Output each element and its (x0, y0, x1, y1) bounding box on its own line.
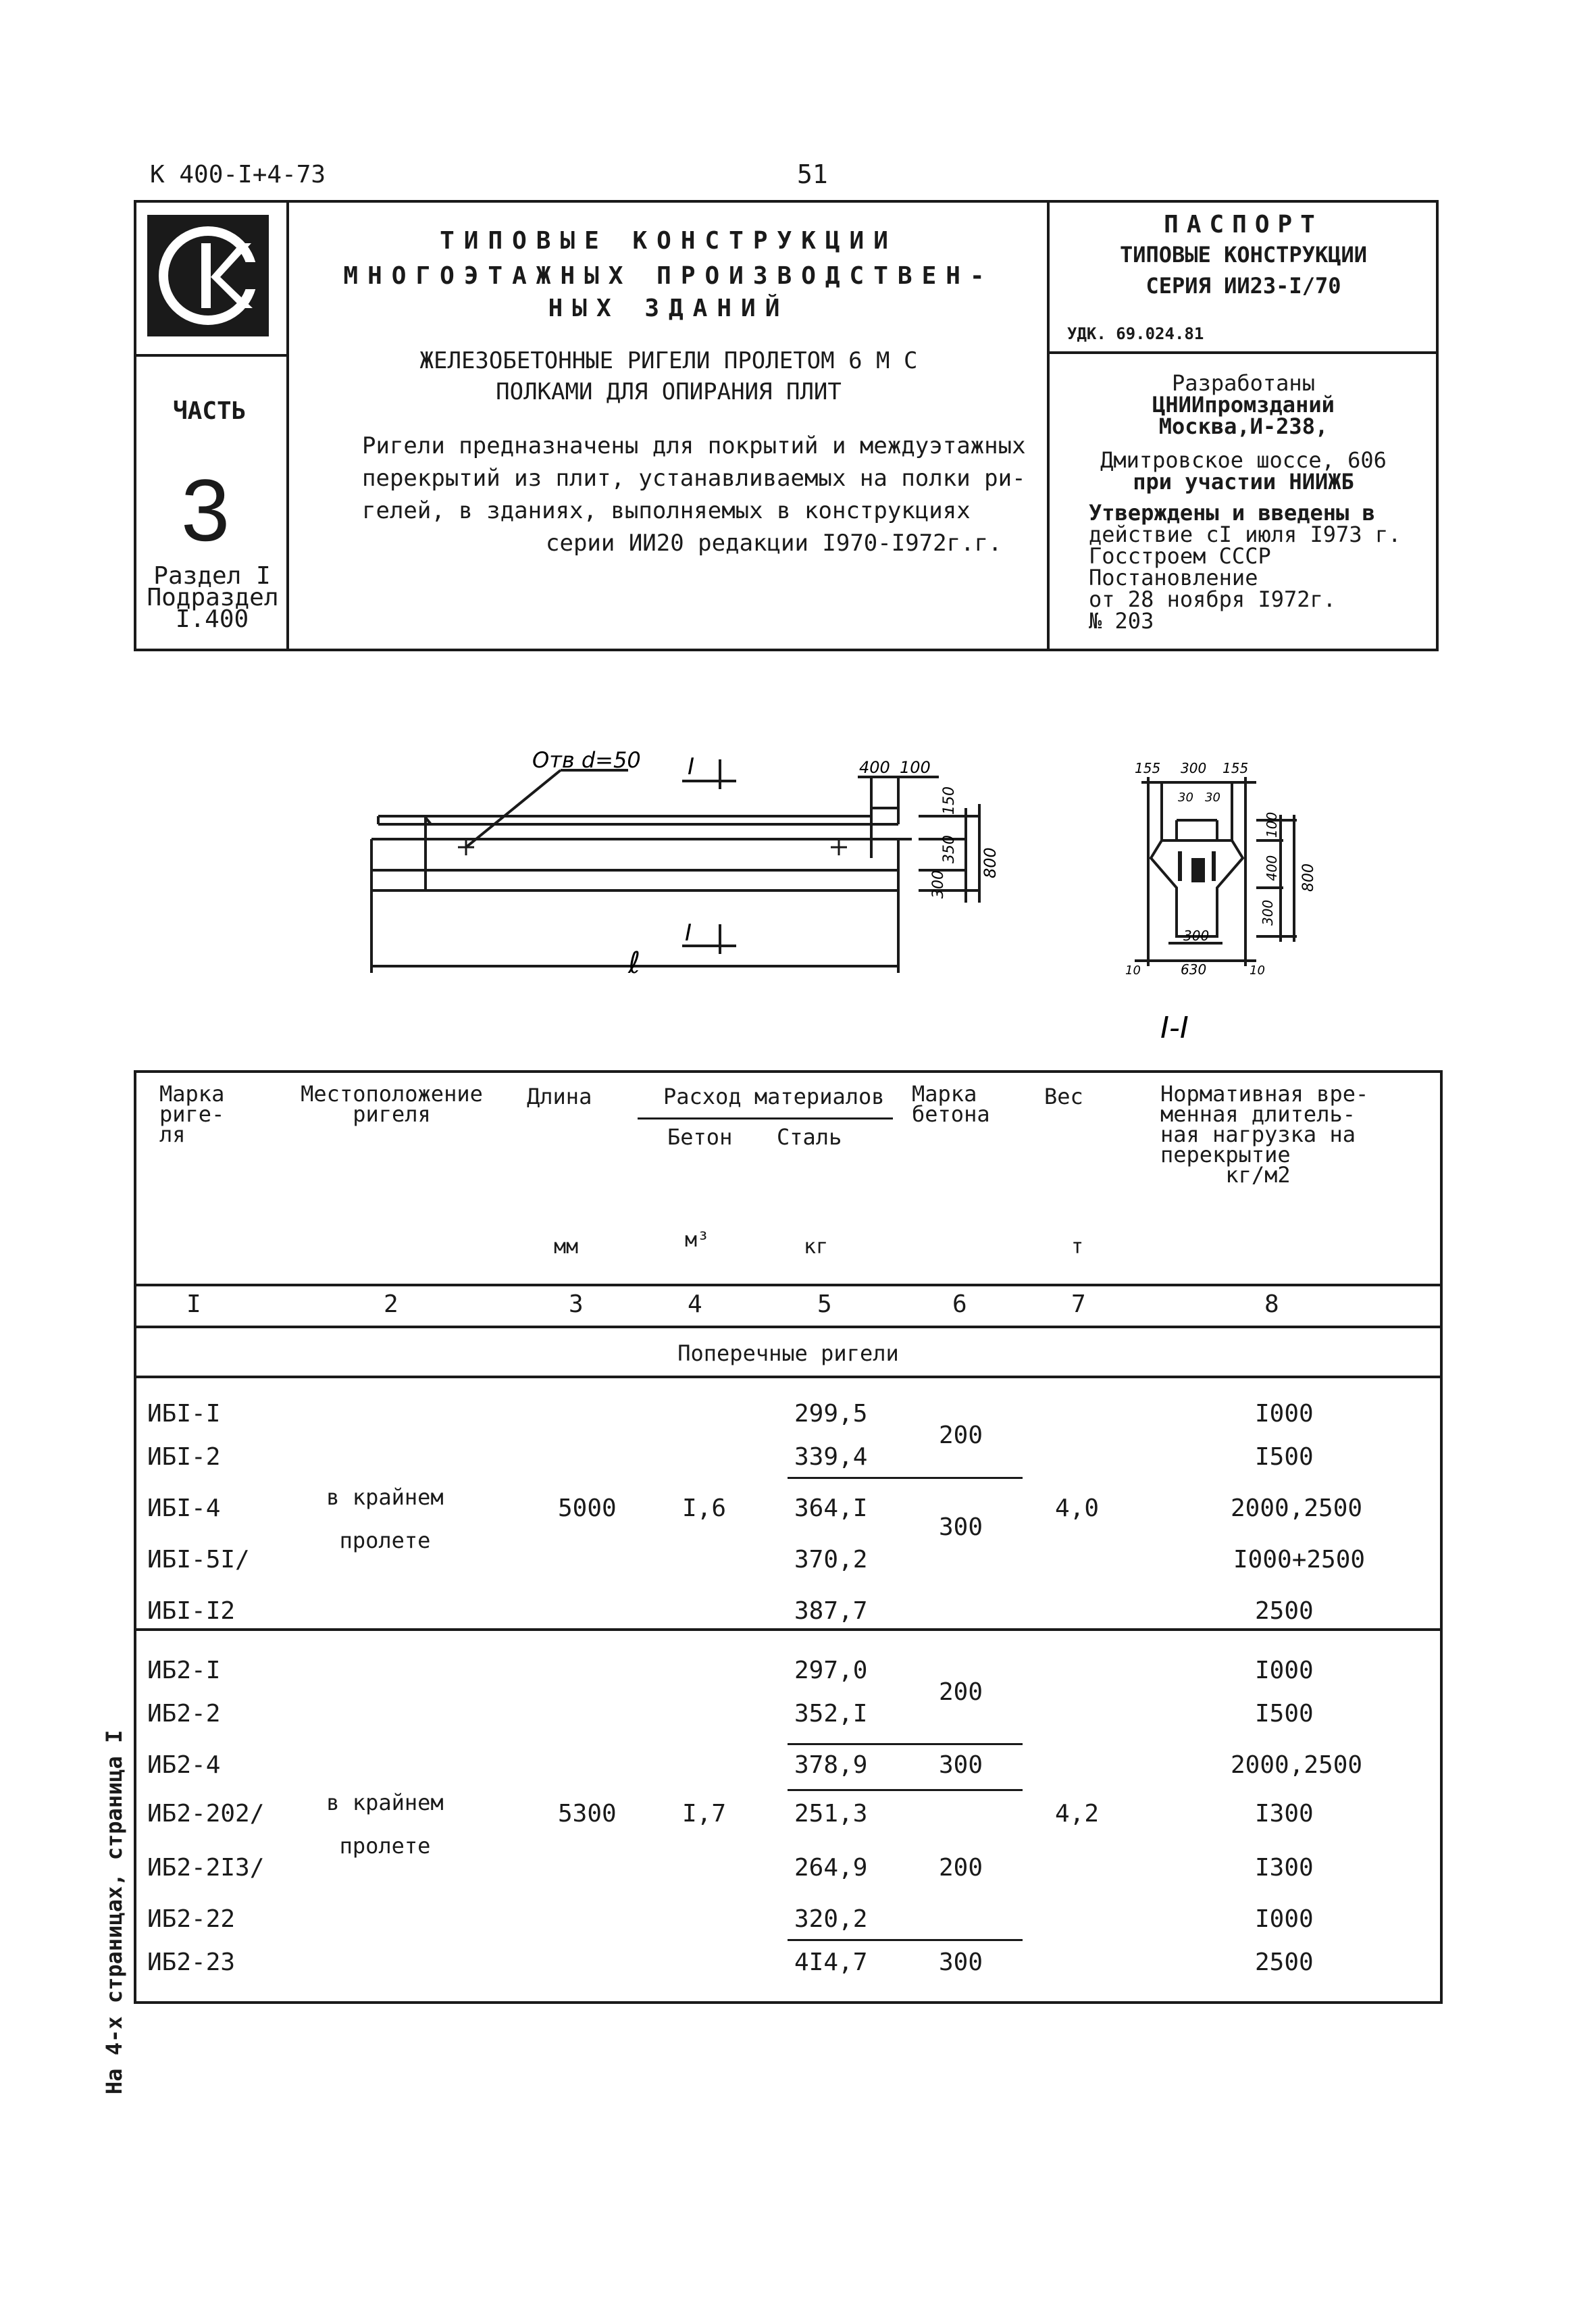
col-number: 5 (817, 1290, 832, 1318)
approval-line: № 203 (1089, 608, 1154, 634)
developer-line: Москва,И-238, (1158, 413, 1329, 439)
location-label: в крайнем пролете (326, 1484, 444, 1553)
part-label: ЧАСТЬ (173, 397, 247, 425)
dim-label: 150 (941, 786, 958, 815)
dim-label: 400 (859, 758, 890, 777)
load-value: 2500 (1255, 1597, 1314, 1625)
length-value: 5300 (558, 1800, 617, 1828)
section-line: Подраздел (147, 584, 279, 611)
load-value: I300 (1255, 1800, 1314, 1828)
table-rule (134, 1628, 1443, 1631)
steel-value: 264,9 (794, 1854, 868, 1882)
developer-line: при участии НИИЖБ (1133, 469, 1354, 495)
concrete-value: I,6 (682, 1494, 727, 1522)
dim-label: 10 (1250, 963, 1265, 978)
load-value: I000+2500 (1233, 1546, 1366, 1574)
steel-value: 387,7 (794, 1597, 868, 1625)
description-line: гелей, в зданиях, выполняемых в конструкциях (362, 497, 971, 524)
dim-label: 300 (1181, 760, 1207, 776)
header-length: Длина (527, 1084, 592, 1109)
side-note: На 4-х страницах, страница I (101, 1730, 127, 2094)
passport-series: СЕРИЯ ИИ23-I/70 (1145, 273, 1341, 299)
load-value: I000 (1255, 1400, 1314, 1428)
title-line: НЫХ ЗДАНИЙ (548, 295, 790, 322)
concrete-value: I,7 (682, 1800, 727, 1828)
divider (286, 200, 289, 651)
load-value: I000 (1255, 1905, 1314, 1933)
col-number: 4 (688, 1290, 702, 1318)
header-concrete-grade: Марка бетона (912, 1081, 990, 1127)
unit-concrete: м³ (685, 1228, 710, 1252)
row-mark: ИБ2-4 (147, 1751, 221, 1779)
col-number: 3 (569, 1290, 584, 1318)
load-value: I000 (1255, 1657, 1314, 1684)
title-line: МНОГОЭТАЖНЫХ ПРОИЗВОДСТВЕН- (343, 262, 994, 290)
dim-label: 155 (1222, 760, 1249, 776)
steel-value: 364,I (794, 1494, 868, 1522)
dim-label: 630 (1181, 961, 1207, 978)
section-line: I.400 (175, 605, 249, 633)
row-mark: ИБI-I (147, 1400, 221, 1428)
section-mark-top: I (688, 753, 695, 780)
ck-logo-icon (147, 215, 269, 336)
col-number: 2 (384, 1290, 398, 1318)
dim-label: 100 (900, 758, 931, 777)
weight-value: 4,0 (1055, 1494, 1100, 1522)
section-title: I-I (1160, 1011, 1189, 1045)
dim-label: 800 (1300, 863, 1317, 892)
subtitle-line: ЖЕЛЕЗОБЕТОННЫЕ РИГЕЛИ ПРОЛЕТОМ 6 М С (419, 347, 918, 374)
dim-label: 155 (1135, 760, 1161, 776)
steel-value: 320,2 (794, 1905, 868, 1933)
grade-value: 200 (939, 1422, 983, 1449)
steel-value: 339,4 (794, 1443, 868, 1471)
section-line: Раздел I (153, 562, 271, 590)
developer-line: ЦНИИпромзданий (1152, 392, 1335, 418)
dim-label: 10 (1125, 963, 1141, 978)
udk: УДК. 69.024.81 (1067, 324, 1204, 343)
steel-value: 378,9 (794, 1751, 868, 1779)
header-materials: Расход материалов (663, 1084, 885, 1109)
load-value: I500 (1255, 1443, 1314, 1471)
approval-line: Утверждены и введены в (1089, 500, 1375, 526)
steel-value: 370,2 (794, 1546, 868, 1574)
row-mark: ИБ2-202/ (147, 1800, 265, 1828)
description-line: перекрытий из плит, устанавливаемых на полки ри- (362, 465, 1026, 492)
col-number: 7 (1071, 1290, 1086, 1318)
unit-steel: кг (804, 1235, 829, 1259)
length-value: 5000 (558, 1494, 617, 1522)
col-number: 6 (952, 1290, 967, 1318)
table-rule (788, 1743, 1023, 1745)
dim-label: 100 (1264, 811, 1280, 838)
document-code: К 400-I+4-73 (150, 161, 326, 188)
row-mark: ИБ2-2I3/ (147, 1854, 265, 1882)
unit-length: мм (554, 1235, 579, 1259)
load-value: 2500 (1255, 1948, 1314, 1976)
load-value: I300 (1255, 1854, 1314, 1882)
dim-label: 800 (981, 847, 1000, 878)
header-mark: Марка риге- ля (159, 1081, 225, 1147)
header-load: Нормативная вре- менная длитель- ная нагрузка на перекрытие кг/м2 (1160, 1081, 1369, 1188)
approval-line: действие сI июля I973 г. (1089, 522, 1401, 547)
row-mark: ИБI-4 (147, 1494, 221, 1522)
hole-label: Отв d=50 (532, 747, 641, 773)
passport-title: ПАСПОРТ (1164, 211, 1323, 238)
table-rule (788, 1939, 1023, 1941)
location-label: в крайнем пролете (326, 1790, 444, 1859)
grade-value: 300 (939, 1948, 983, 1976)
table-rule (638, 1117, 893, 1120)
description-line: Ригели предназначены для покрытий и междуэтажных (362, 432, 1026, 459)
divider (134, 354, 288, 357)
table-section-title: Поперечные ригели (677, 1340, 899, 1366)
steel-value: 4I4,7 (794, 1948, 868, 1976)
col-number: 8 (1264, 1290, 1279, 1318)
header-location: Местоположение ригеля (301, 1081, 483, 1127)
cross-section-drawing (1121, 750, 1364, 1047)
table-rule (134, 1326, 1443, 1328)
dim-label: 300 (1183, 928, 1210, 944)
title-line: ТИПОВЫЕ КОНСТРУКЦИИ (440, 227, 898, 255)
table-rule (134, 1284, 1443, 1286)
developer-line: Дмитровское шоссе, 606 (1100, 447, 1387, 473)
header-steel: Сталь (777, 1124, 842, 1150)
subtitle-line: ПОЛКАМИ ДЛЯ ОПИРАНИЯ ПЛИТ (496, 378, 842, 405)
table-rule (134, 1376, 1443, 1378)
beam-elevation-drawing (358, 743, 1047, 1000)
table-rule (788, 1789, 1023, 1791)
divider (1047, 200, 1050, 651)
dim-label: 300 (1260, 899, 1276, 926)
row-mark: ИБI-2 (147, 1443, 221, 1471)
steel-value: 297,0 (794, 1657, 868, 1684)
row-mark: ИБ2-I (147, 1657, 221, 1684)
grade-value: 200 (939, 1854, 983, 1882)
steel-value: 299,5 (794, 1400, 868, 1428)
row-mark: ИБ2-23 (147, 1948, 236, 1976)
unit-weight: т (1071, 1235, 1084, 1259)
approval-line: от 28 ноября I972г. (1089, 586, 1337, 612)
dim-label: 30 (1205, 790, 1220, 805)
load-value: 2000,2500 (1231, 1751, 1363, 1779)
passport-line: ТИПОВЫЕ КОНСТРУКЦИИ (1119, 242, 1368, 268)
row-mark: ИБ2-22 (147, 1905, 236, 1933)
steel-value: 352,I (794, 1700, 868, 1728)
approval-line: Постановление (1089, 565, 1258, 590)
row-mark: ИБI-5I/ (147, 1546, 250, 1574)
description-line: серии ИИ20 редакции I970-I972г.г. (546, 530, 1002, 557)
dim-label: 350 (941, 835, 958, 863)
dim-label: 30 (1178, 790, 1193, 805)
grade-value: 200 (939, 1678, 983, 1706)
section-mark-bottom: I (685, 920, 692, 947)
row-mark: ИБ2-2 (147, 1700, 221, 1728)
dim-label: 300 (930, 870, 947, 899)
table-rule (788, 1477, 1023, 1479)
weight-value: 4,2 (1055, 1800, 1100, 1828)
part-number: 3 (181, 461, 230, 559)
length-symbol: ℓ (628, 946, 641, 980)
approval-line: Госстроем СССР (1089, 543, 1271, 569)
header-weight: Вес (1044, 1084, 1083, 1109)
row-mark: ИБI-I2 (147, 1597, 236, 1625)
col-number: I (186, 1290, 201, 1318)
load-value: I500 (1255, 1700, 1314, 1728)
header-concrete: Бетон (667, 1124, 733, 1150)
page-number: 51 (797, 159, 828, 189)
divider (1047, 351, 1439, 354)
steel-value: 251,3 (794, 1800, 868, 1828)
grade-value: 300 (939, 1513, 983, 1541)
load-value: 2000,2500 (1231, 1494, 1363, 1522)
developer-line: Разработаны (1172, 370, 1315, 396)
grade-value: 300 (939, 1751, 983, 1779)
dim-label: 400 (1264, 855, 1280, 881)
